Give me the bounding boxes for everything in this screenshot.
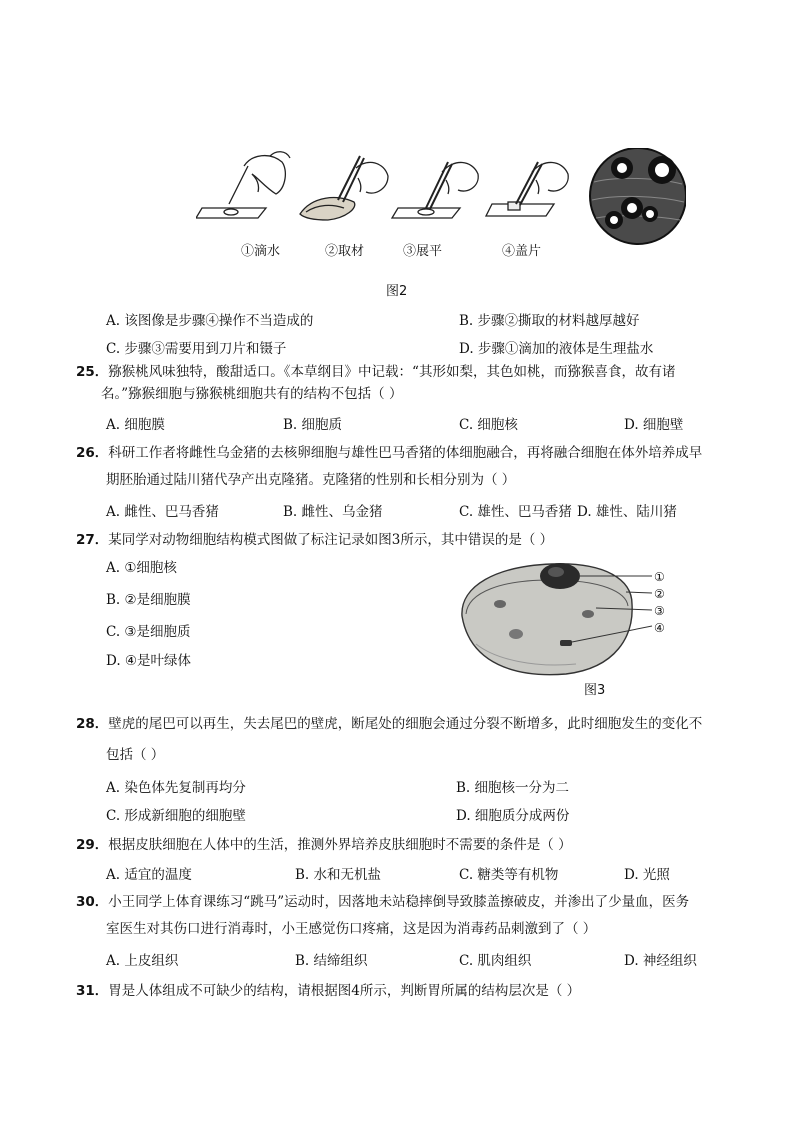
question-27 [76,530,553,550]
cell-label-3: ③ [654,604,665,618]
animal-cell-model-illustration [456,556,676,681]
question-30-line-2: 室医生对其伤口进行消毒时，小王感觉伤口疼痛，这是因为消毒药品刺激到了（ ） [106,921,597,937]
q27-option-d: D. ④是叶绿体 [106,653,192,669]
q28-option-b: B. 细胞核一分为二 [456,780,570,796]
question-text: 胃是人体组成不可缺少的结构，请根据图4所示，判断胃所属的结构层次是（ ） [108,983,581,999]
q30-option-d: D. 神经组织 [624,953,697,969]
question-number: 29． [76,837,109,853]
question-26 [76,443,702,463]
q28-option-d: D. 细胞质分成两份 [456,808,570,824]
question-text: 壁虎的尾巴可以再生，失去尾巴的壁虎，断尾处的细胞会通过分裂不断增多，此时细胞发生的变化不 [108,716,703,732]
question-text: 某同学对动物细胞结构模式图做了标注记录如图3所示，其中错误的是（ ） [108,532,554,548]
step-2-drawing [300,156,388,220]
q30-option-b: B. 结缔组织 [295,953,368,969]
question-25 [76,362,675,382]
question-number: 28． [76,716,109,732]
cell-label-1: ① [654,570,665,584]
question-28 [76,714,702,734]
question-number: 25． [76,364,109,380]
q24-option-c: C. 步骤③需要用到刀片和镊子 [106,341,287,357]
q30-option-a: A. 上皮组织 [106,953,179,969]
question-number: 31． [76,983,109,999]
q29-option-b: B. 水和无机盐 [295,867,382,883]
question-number: 26． [76,445,109,461]
q30-option-c: C. 肌肉组织 [459,953,532,969]
question-31 [76,981,580,1001]
question-29 [76,835,572,855]
q24-option-d: D. 步骤①滴加的液体是生理盐水 [459,341,654,357]
q29-option-c: C. 糖类等有机物 [459,867,559,883]
cell-label-4: ④ [654,621,665,635]
q26-option-b: B. 雌性、乌金猪 [283,504,383,520]
q25-option-c: C. 细胞核 [459,417,518,433]
question-25-line-2: 名。”猕猴细胞与猕猴桃细胞共有的结构不包括（ ） [101,386,403,402]
q25-option-b: B. 细胞质 [283,417,343,433]
q29-option-a: A. 适宜的温度 [106,867,192,883]
q26-option-a: A. 雌性、巴马香猪 [106,504,219,520]
q26-option-d: D. 雄性、陆川猪 [577,504,677,520]
figure-3 [456,556,676,681]
q25-option-a: A. 细胞膜 [106,417,165,433]
question-28-line-2: 包括（ ） [106,747,165,763]
question-text: 猕猴桃风味独特，酸甜适口。《本草纲目》中记载：“其形如梨，其色如桃，而猕猴喜食，故有诸 [108,364,676,380]
question-text: 科研工作者将雌性乌金猪的去核卵细胞与雄性巴马香猪的体细胞融合，再将融合细胞在体外培养成早 [108,445,703,461]
q27-option-c: C. ③是细胞质 [106,624,191,640]
q25-option-d: D. 细胞壁 [624,417,684,433]
q27-option-b: B. ②是细胞膜 [106,592,191,608]
microscope-field-view [590,148,686,244]
q28-option-a: A. 染色体先复制再均分 [106,780,246,796]
figure-3-caption: 图3 [584,683,606,698]
question-30 [76,892,689,912]
question-number: 27． [76,532,109,548]
question-text: 小王同学上体育课练习“跳马”运动时，因落地未站稳摔倒导致膝盖擦破皮，并渗出了少量血，医务 [108,894,690,910]
step-3-drawing [392,162,478,218]
question-26-line-2: 期胚胎通过陆川猪代孕产出克隆猪。克隆猪的性别和长相分别为（ ） [106,472,516,488]
q27-option-a: A. ①细胞核 [106,560,177,576]
question-text: 根据皮肤细胞在人体中的生活，推测外界培养皮肤细胞时不需要的条件是（ ） [108,837,572,853]
q24-option-a: A. 该图像是步骤④操作不当造成的 [106,313,314,329]
step-1-drawing [196,152,290,218]
figure-2-caption: 图2 [386,284,408,299]
step-caption-2: ②取材 [325,244,365,259]
step-4-drawing [486,162,568,216]
question-number: 30． [76,894,109,910]
q24-option-b: B. 步骤②撕取的材料越厚越好 [459,313,640,329]
q28-option-c: C. 形成新细胞的细胞壁 [106,808,246,824]
q26-option-c: C. 雄性、巴马香猪 [459,504,572,520]
step-caption-4: ④盖片 [502,244,542,259]
step-caption-1: ①滴水 [241,244,281,259]
step-caption-3: ③展平 [403,244,443,259]
cell-label-2: ② [654,587,665,601]
slide-preparation-steps-illustration [196,148,686,248]
q29-option-d: D. 光照 [624,867,670,883]
